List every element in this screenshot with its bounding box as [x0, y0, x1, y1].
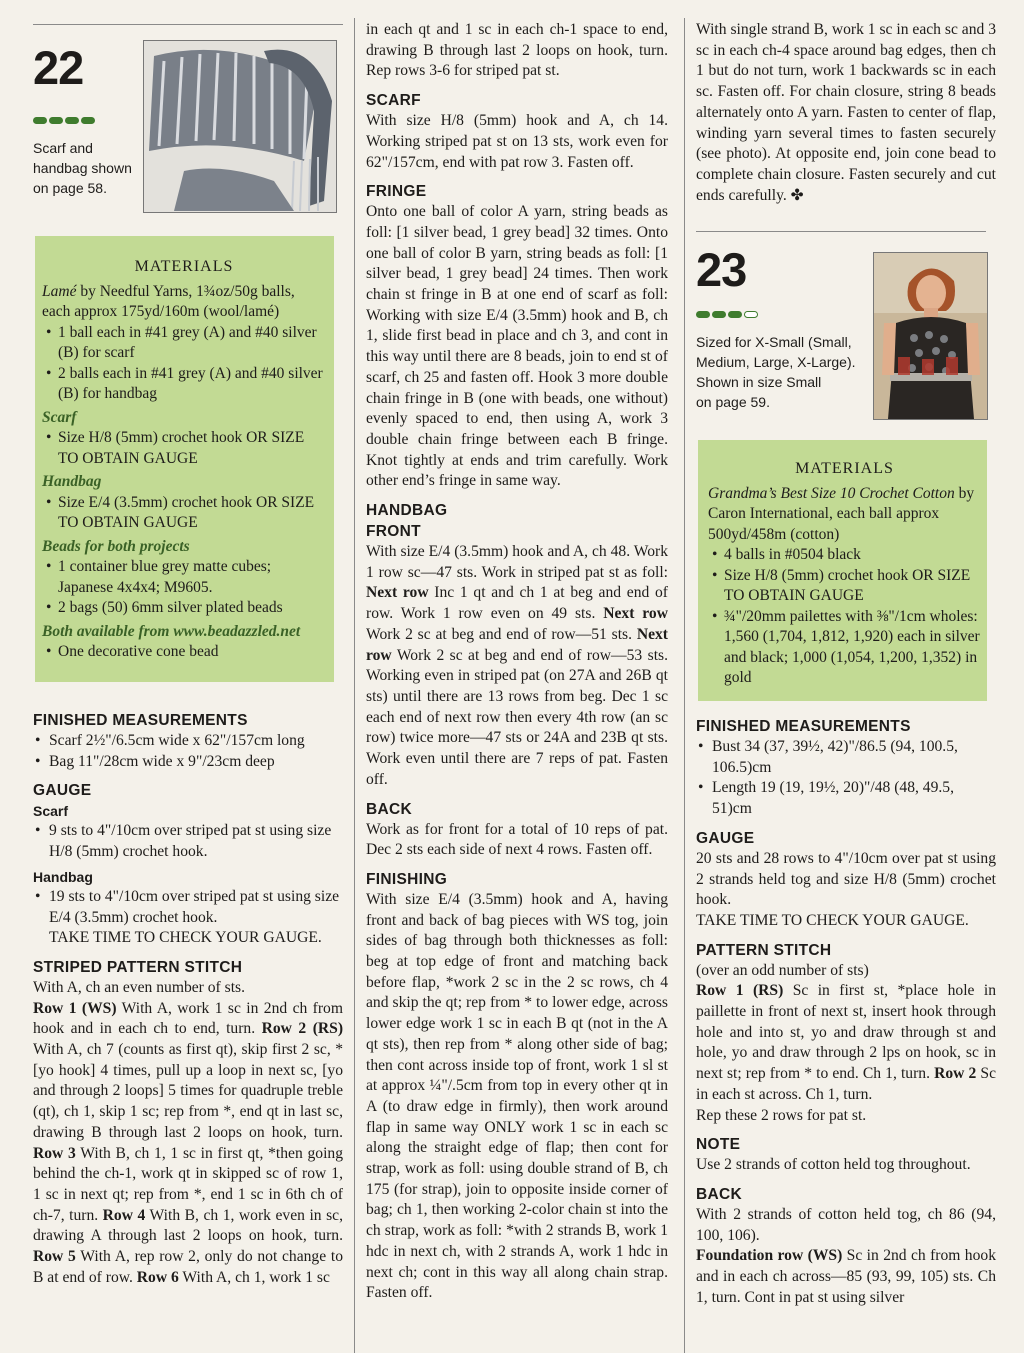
gauge-text: 20 sts and 28 rows to 4"/10cm over pat st using 2 strands held tog and size H/8 (5mm) crochet hook. — [696, 849, 996, 909]
materials-title: MATERIALS — [795, 460, 894, 477]
finishing-continued: With single strand B, work 1 sc in each sc and 3 sc in each ch-4 space around bag edges, then ch 1 but do not turn, work 1 backwards sc in each sc. Fasten off. For chain closure, string 8 beads alternately onto A yarn. Fasten to center of flap, winding yarn several times to fasten securely (see photo). At opposite end, join cone bead to complete chain closure. Fasten securely and cut ends carefully. ✤ — [696, 21, 996, 204]
heading-handbag: HANDBAG — [366, 502, 448, 520]
note-text: Use 2 strands of cotton held tog throughout. — [696, 1156, 971, 1174]
column-1-body — [33, 710, 343, 1288]
striped-continued: in each qt and 1 sc in each ch-1 space to end, drawing B through last 2 loops on hook, turn. Rep rows 3-6 for striped pat st. — [366, 21, 668, 80]
materials-box-23 — [698, 440, 987, 701]
fringe-text: Onto one ball of color A yarn, string beads as foll: [1 silver bead, 1 grey bead] 32 times. Onto one ball of color B yarn, string beads as foll: [1 silver bead, 1 grey bead] 24 times. Then work chain st fringe in B at one end of scarf as foll: Working with size E/4 (3.5mm) hook and B, ch 1, slide first bead in place and ch 3, and cont in this way until there are 8 beads, join to end st of scarf, ch 25 and fasten off. Hook 3 more double chain fringe in B (one with beads, one without) evenly spaced to end, then using A, work 3 double chain fringe between each B fringe. Knot tightly at ends and trim carefully. Work other end’s fringe in same way. — [366, 203, 668, 490]
gauge-check-note: TAKE TIME TO CHECK YOUR GAUGE. — [696, 911, 969, 929]
pattern-sub: (over an odd number of sts) — [696, 961, 869, 979]
list-item: • 4 balls in #0504 black — [708, 545, 981, 566]
heading-finished-measurements: FINISHED MEASUREMENTS — [33, 712, 248, 729]
list-item: • Length 19 (19, 19½, 20)"/48 (48, 49.5, 51)cm — [696, 778, 996, 819]
heading-note: NOTE — [696, 1136, 741, 1154]
heading-finished-measurements: FINISHED MEASUREMENTS — [696, 718, 911, 735]
pattern-number-23: 23 — [696, 243, 747, 296]
column-2 — [366, 20, 668, 1304]
heading-back: BACK — [696, 1185, 742, 1203]
pattern-repeat: Rep these 2 rows for pat st. — [696, 1106, 867, 1124]
finishing-text: With size E/4 (3.5mm) hook and A, having front and back of bag pieces with WS tog, join sides of bag through both thicknesses as foll: beg at top edge of front and matching back before flap, *work 2 sc in the 2 sc rows, ch 4 and skip the qt; rep from * to lower edge, across lower edge work 1 sc in each B qt (not in the A qt sts), then rep from * along other side of bag; then cont across inside top of front, work 1 sl st at approx ¼"/.5cm from top in every other qt in A (to draw edge in firmly), then work around flap in same way ONLY work 1 sc in each sc along the straight edge of flap; then cont for strap, work as foll: using double strand of B, ch 175 (for strap), join to opposite inside corner of bag; ch 1, then working 2-color chain st into the ch strap, work as foll: *with 2 strands B, work 1 hdc in next ch, with 2 strands A, work 1 hdc in next ch; cont in this way all along chain strap. Fasten off. — [366, 890, 668, 1302]
materials-subhead-handbag: Handbag — [42, 473, 102, 490]
list-item: • Bust 34 (37, 39½, 42)"/86.5 (94, 100.5, 106.5)cm — [696, 737, 996, 778]
heading-fringe: FRINGE — [366, 183, 427, 201]
list-item: • One decorative cone bead — [42, 642, 326, 663]
yarn-description: Lamé by Needful Yarns, 1¾oz/50g balls, each approx 175yd/160m (wool/lamé) — [42, 282, 295, 320]
heading-gauge: GAUGE — [696, 829, 755, 847]
heading-striped-pattern: STRIPED PATTERN STITCH — [33, 958, 243, 976]
materials-box-22 — [35, 236, 334, 682]
heading-finishing: FINISHING — [366, 870, 448, 888]
yarn-items — [42, 323, 326, 405]
heading-pattern-stitch: PATTERN STITCH — [696, 941, 832, 959]
scarf-text: With size H/8 (5mm) hook and A, ch 14. Working striped pat st on 13 sts, work even for 62"/157cm, end with pat row 3. Fasten off. — [366, 112, 668, 171]
list-item: • 19 sts to 4"/10cm over striped pat st using size E/4 (3.5mm) crochet hook. — [33, 887, 343, 928]
scarf-handbag-photo — [143, 40, 337, 213]
pattern-22-caption: Scarf and handbag shown on page 58. — [33, 140, 132, 196]
list-item: • 2 bags (50) 6mm silver plated beads — [42, 598, 326, 619]
list-item: • Size H/8 (5mm) crochet hook OR SIZE TO OBTAIN GAUGE — [42, 428, 326, 469]
subheading-gauge-handbag: Handbag — [33, 868, 93, 885]
yarn-description: Grandma’s Best Size 10 Crochet Cotton by Caron International, each ball approx 500yd/458m (cotton) — [708, 484, 975, 543]
model-photo — [873, 252, 988, 420]
heading-front: FRONT — [366, 523, 421, 541]
list-item: • Bag 11"/28cm wide x 9"/23cm deep — [33, 752, 343, 773]
materials-subhead-beads: Beads for both projects — [42, 537, 190, 555]
striped-rows: Row 1 (WS) With A, work 1 sc in 2nd ch from hook and in each ch to end, turn. Row 2 (RS) With A, ch 7 (counts as first qt), skip first 2 sc, *[yo hook] 4 times, pull up a loop in next sc, [yo and through 2 loops] 5 times for quadruple treble (qt), ch 1, skip 1 sc; rep from *, end qt in last sc, drawing B through last 2 loops on hook, turn. Row 3 With B, ch 1, 1 sc in first qt, *then going behind the ch-1, work qt in skipped sc of row 1, 1 sc in next qt; rep from *, end 1 sc in 6th ch of ch-7, turn. Row 4 With B, ch 1, work even in sc, drawing A through last 2 loops on hook, turn. Row 5 With A, rep row 2, only do not change to B at end of row. Row 6 With A, ch 1, work 1 sc — [33, 999, 344, 1286]
foundation-row: Foundation row (WS) Sc in 2nd ch from hook and in each ch across—85 (93, 99, 105) sts. Ch 1, turn. Cont in pat st using silver — [696, 1247, 996, 1306]
materials-title: MATERIALS — [134, 258, 234, 275]
gauge-check-note: TAKE TIME TO CHECK YOUR GAUGE. — [49, 929, 322, 947]
heading-back: BACK — [366, 800, 412, 818]
pattern-number-22: 22 — [33, 41, 84, 94]
list-item: • Size H/8 (5mm) crochet hook OR SIZE TO OBTAIN GAUGE — [708, 566, 981, 607]
back-text: Work as for front for a total of 10 reps of pat. Dec 2 sts each side of next 4 rows. Fasten off. — [366, 820, 668, 859]
striped-intro: With A, ch an even number of sts. — [33, 978, 246, 996]
materials-subhead-scarf: Scarf — [42, 408, 77, 426]
list-item: • 2 balls each in #41 grey (A) and #40 silver (B) for handbag — [42, 364, 326, 405]
list-item: • ¾"/20mm pailettes with ⅜"/1cm wholes: 1,560 (1,704, 1,812, 1,920) each in silver and black; 1,000 (1,054, 1,200, 1,352) in gold — [708, 607, 981, 689]
heading-gauge: GAUGE — [33, 782, 92, 800]
list-item: • Scarf 2½"/6.5cm wide x 62"/157cm long — [33, 731, 343, 752]
column-divider-1 — [354, 18, 355, 1353]
column-3-body — [696, 716, 996, 1308]
list-item: • 9 sts to 4"/10cm over striped pat st using size H/8 (5mm) crochet hook. — [33, 821, 343, 862]
pattern-rows: Row 1 (RS) Sc in first st, *place hole in paillette in front of next st, insert hook through hole and into st, yo and draw through st and hole, yo and draw through 2 lps on hook, sc in next st; rep from * to end. Ch 1, turn. Row 2 Sc in each st across. Ch 1, turn. — [696, 982, 997, 1103]
front-text: With size E/4 (3.5mm) hook and A, ch 48. Work 1 row sc—47 sts. Work in striped pat st as foll: Next row Inc 1 qt and ch 1 at beg and end of row. Work 1 row even on 49 sts. Next row Work 2 sc at beg and end of row—51 sts. Next row Work 2 sc at beg and end of row—53 sts. Working even in striped pat (on 27A and 26B qt sts) until there are 13 rows from beg. Dec 1 sc each end of next row then every 4th row (an sc row) twice more—47 sts or 24A and 23B qt sts. Work even until there are 7 reps of pat. Fasten off. — [366, 543, 668, 788]
list-item: • 1 container blue grey matte cubes; Japanese 4x4x4; M9605. — [42, 557, 326, 598]
column-3 — [696, 20, 996, 206]
skill-level-icon — [33, 117, 132, 124]
section-divider-23 — [696, 231, 986, 232]
pattern-23-caption: Sized for X-Small (Small, Medium, Large, X-Large). Shown in size Small on page 59. — [696, 334, 856, 410]
back-text: With 2 strands of cotton held tog, ch 86 (94, 100, 106). — [696, 1205, 996, 1244]
top-rule-col1 — [33, 24, 343, 25]
heading-scarf: SCARF — [366, 92, 421, 110]
subheading-gauge-scarf: Scarf — [33, 803, 69, 820]
list-item: • Size E/4 (3.5mm) crochet hook OR SIZE TO OBTAIN GAUGE — [42, 493, 326, 534]
materials-subhead-availability: Both available from www.beadazzled.net — [42, 622, 301, 640]
column-divider-2 — [684, 18, 685, 1353]
list-item: • 1 ball each in #41 grey (A) and #40 silver (B) for scarf — [42, 323, 326, 364]
